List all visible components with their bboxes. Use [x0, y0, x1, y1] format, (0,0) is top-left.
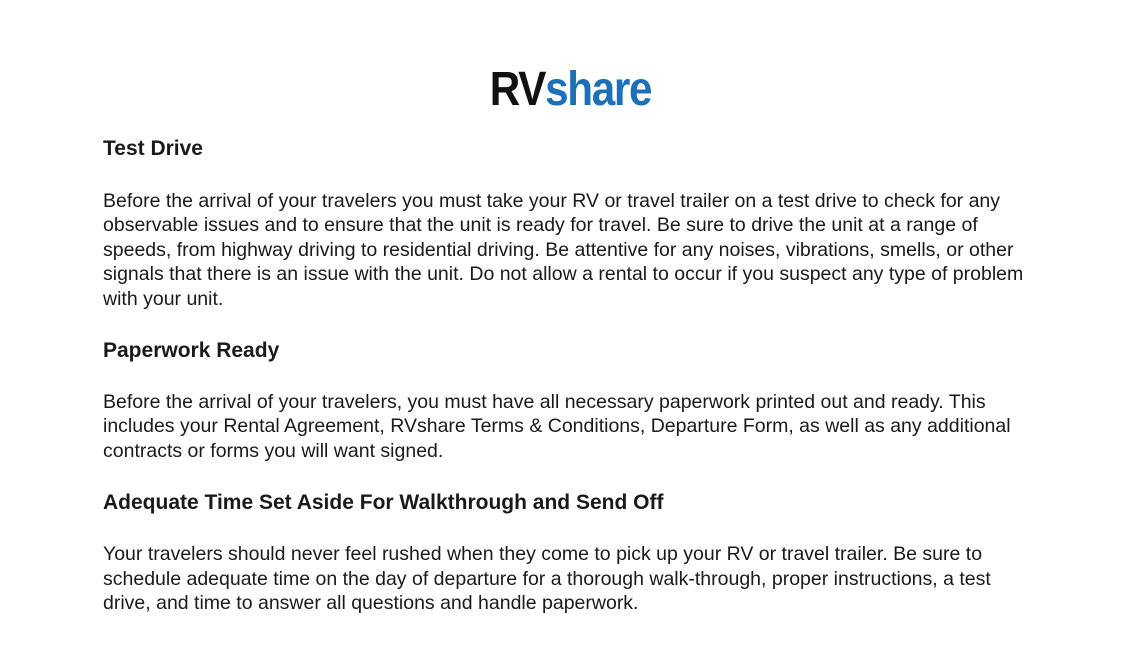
section-body: Before the arrival of your travelers you must take your RV or travel trailer on a test drive to check for any observable issues and to ensure that the unit is ready for travel. Be sure to drive the unit at a range of speeds, from highway driving to residential driving. Be attentive for any noises, vibrations, smells, or other signals that there is an issue with the unit. Do not allow a rental to occur if you suspect any type of problem with your unit. — [103, 190, 1024, 310]
section-body: Before the arrival of your travelers, you must have all necessary paperwork printed out and ready. This includes your Rental Agreement, RVshare Terms & Conditions, Departure Form, as well as any additional contracts or forms you will want signed. — [103, 391, 1011, 462]
section-heading: Adequate Time Set Aside For Walkthrough and Send Off — [103, 491, 664, 515]
logo-text-share: share — [545, 63, 652, 116]
section-walkthrough-time — [103, 488, 1043, 615]
document-content — [103, 134, 1043, 615]
section-test-drive — [103, 134, 1043, 311]
section-heading: Test Drive — [103, 137, 203, 160]
rvshare-logo — [68, 62, 1072, 118]
section-body: Your travelers should never feel rushed when they come to pick up your RV or travel trailer. Be sure to schedule adequate time on the day of departure for a thorough walk-through, proper instructions, a test drive, and time to answer all questions and handle paperwork. — [103, 543, 991, 615]
section-paperwork-ready — [103, 336, 1043, 463]
section-heading: Paperwork Ready — [103, 339, 280, 363]
logo-text-rv: RV — [489, 63, 546, 116]
